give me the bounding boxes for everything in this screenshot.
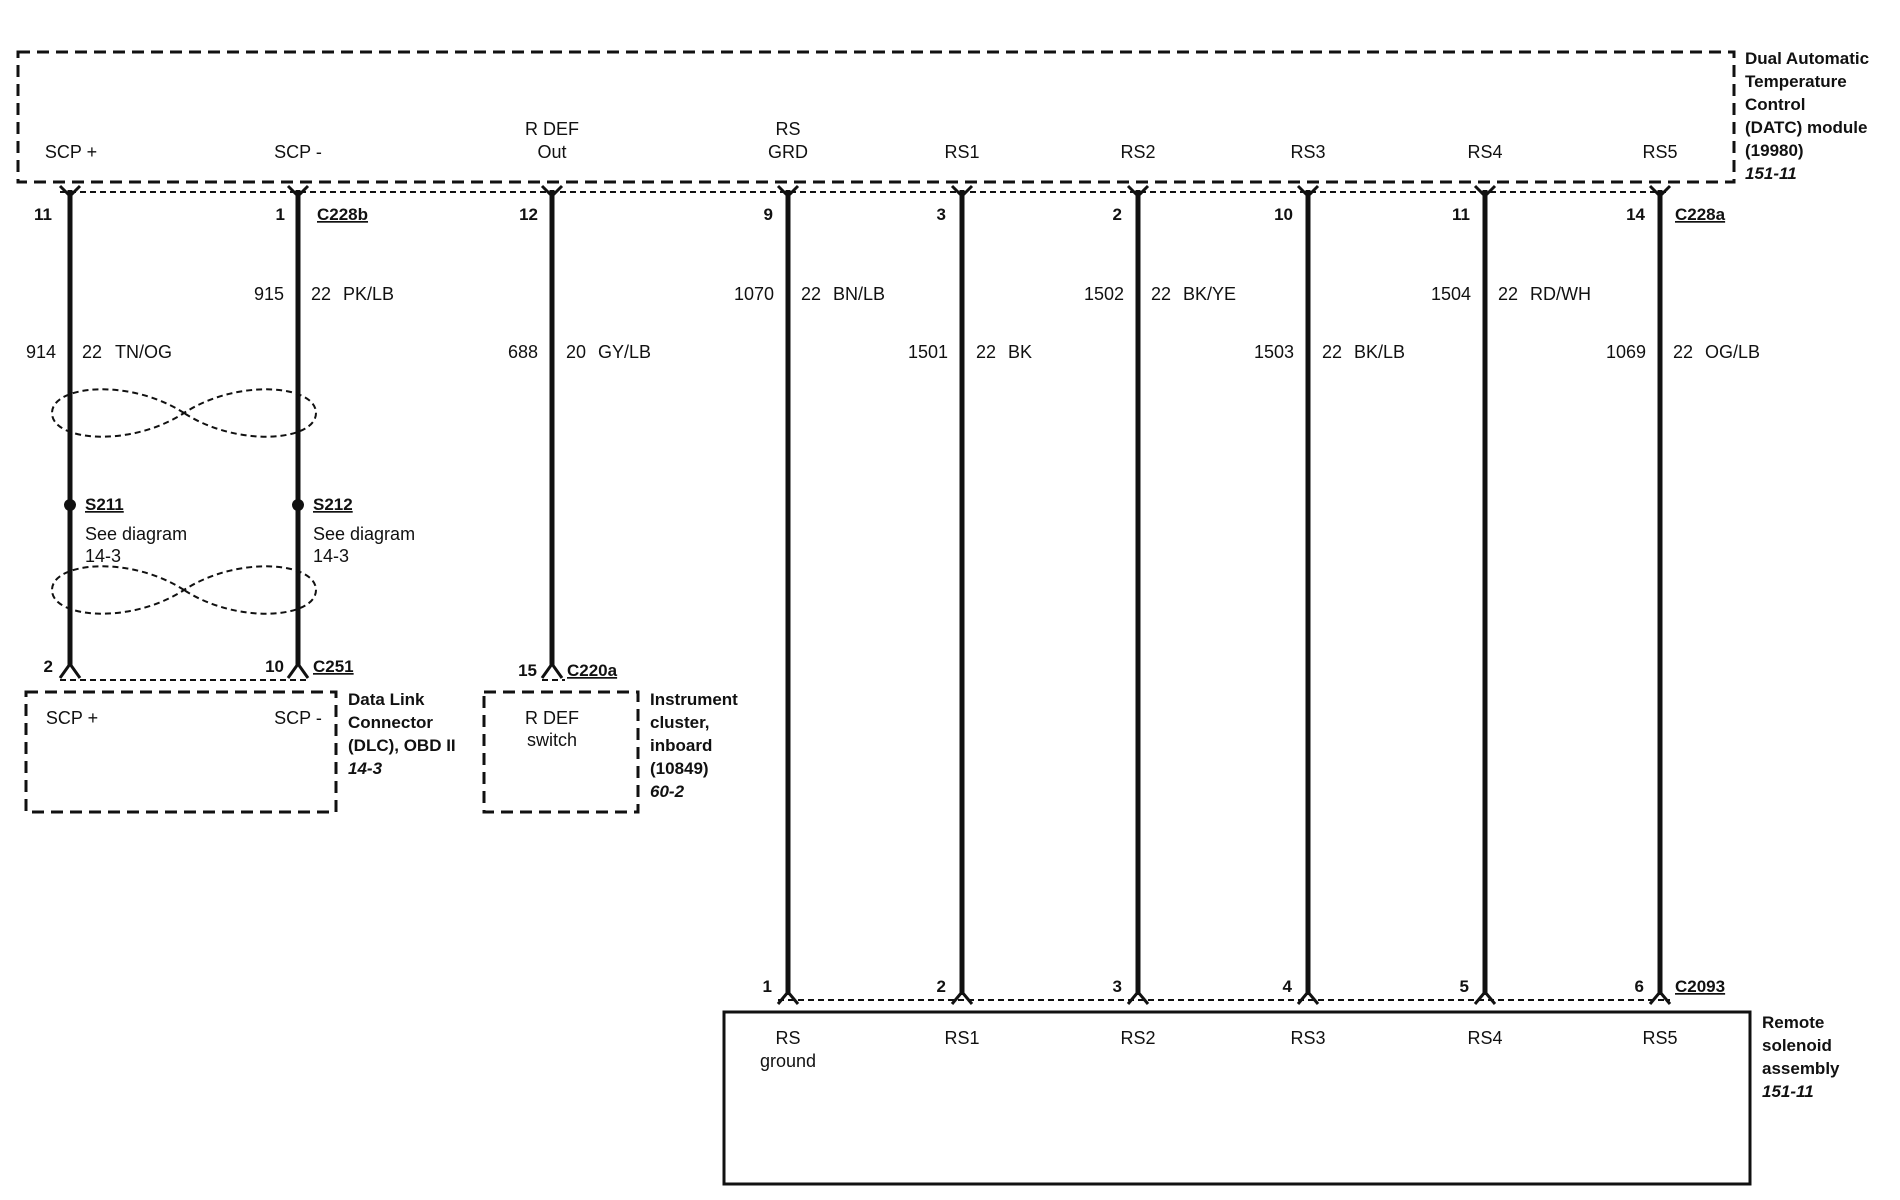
dlc-connector-id: C251 bbox=[313, 657, 354, 676]
cluster-title-0: Instrument bbox=[650, 690, 738, 709]
bottom-pin-0: 2 bbox=[43, 657, 53, 676]
bottom-pin-2: 15 bbox=[518, 661, 537, 680]
bottom-pin-6: 4 bbox=[1282, 977, 1292, 996]
color-7: RD/WH bbox=[1530, 284, 1591, 304]
solenoid-box bbox=[724, 1012, 1750, 1184]
top-pin-3: 9 bbox=[763, 205, 773, 224]
bottom-pin-8: 6 bbox=[1634, 977, 1644, 996]
solenoid-pin-5: RS5 bbox=[1642, 1028, 1678, 1048]
splice-s212-page: 14-3 bbox=[313, 546, 350, 566]
datc-pin-3a: RS bbox=[775, 119, 801, 139]
solenoid-pin-1: RS1 bbox=[944, 1028, 980, 1048]
dlc-title-0: Data Link bbox=[348, 690, 425, 709]
solenoid-pin-0a: RS bbox=[775, 1028, 801, 1048]
top-pin-6: 10 bbox=[1274, 205, 1293, 224]
datc-title-2: Control bbox=[1745, 95, 1806, 114]
datc-connector-b: C228b bbox=[317, 205, 369, 224]
top-pin-1: 1 bbox=[275, 205, 285, 224]
top-pin-2: 12 bbox=[519, 205, 538, 224]
datc-title-1: Temperature bbox=[1745, 72, 1847, 91]
solenoid-title-0: Remote bbox=[1762, 1013, 1825, 1032]
solenoid-pin-2: RS2 bbox=[1120, 1028, 1156, 1048]
datc-pin-4: RS1 bbox=[944, 142, 980, 162]
cluster-ref: 60-2 bbox=[650, 782, 685, 801]
top-pin-7: 11 bbox=[1452, 205, 1470, 224]
datc-pin-3b: GRD bbox=[768, 142, 808, 162]
solenoid-ref: 151-11 bbox=[1762, 1082, 1814, 1101]
color-6: BK/LB bbox=[1354, 342, 1406, 362]
solenoid-title-2: assembly bbox=[1762, 1059, 1840, 1078]
circuit-1: 915 bbox=[253, 284, 284, 304]
gauge-8: 22 bbox=[1673, 342, 1694, 362]
splice-s211-page: 14-3 bbox=[85, 546, 122, 566]
datc-pin-5: RS2 bbox=[1120, 142, 1156, 162]
datc-title-3: (DATC) module bbox=[1745, 118, 1868, 137]
datc-pin-2b: Out bbox=[537, 142, 567, 162]
color-4: BK bbox=[1008, 342, 1033, 362]
circuit-2: 688 bbox=[507, 342, 538, 362]
twisted-pair-icon bbox=[52, 389, 316, 436]
datc-pin-1: SCP - bbox=[274, 142, 322, 162]
top-pin-8: 14 bbox=[1626, 205, 1645, 224]
circuit-4: 1501 bbox=[907, 342, 948, 362]
solenoid-connector-id: C2093 bbox=[1675, 977, 1726, 996]
solenoid-pin-0b: ground bbox=[759, 1051, 817, 1071]
circuit-8: 1069 bbox=[1605, 342, 1646, 362]
circuit-6: 1503 bbox=[1253, 342, 1294, 362]
gauge-2: 20 bbox=[566, 342, 587, 362]
gauge-3: 22 bbox=[801, 284, 822, 304]
cluster-title-3: (10849) bbox=[650, 759, 709, 778]
bottom-pin-5: 3 bbox=[1112, 977, 1122, 996]
datc-pin-6: RS3 bbox=[1290, 142, 1326, 162]
bottom-pin-1: 10 bbox=[265, 657, 284, 676]
datc-pin-8: RS5 bbox=[1642, 142, 1678, 162]
gauge-6: 22 bbox=[1322, 342, 1343, 362]
solenoid-title-1: solenoid bbox=[1762, 1036, 1832, 1055]
cluster-pin-line-0: R DEF bbox=[525, 708, 579, 728]
color-3: BN/LB bbox=[833, 284, 886, 304]
color-5: BK/YE bbox=[1183, 284, 1237, 304]
dlc-title-1: Connector bbox=[348, 713, 433, 732]
gauge-4: 22 bbox=[976, 342, 997, 362]
splice-s212-id: S212 bbox=[313, 495, 353, 514]
datc-pin-7: RS4 bbox=[1467, 142, 1503, 162]
circuit-7: 1504 bbox=[1430, 284, 1471, 304]
dlc-ref: 14-3 bbox=[348, 759, 383, 778]
datc-pin-2a: R DEF bbox=[525, 119, 579, 139]
top-pin-0: 11 bbox=[34, 205, 52, 224]
color-0: TN/OG bbox=[115, 342, 172, 362]
gauge-5: 22 bbox=[1151, 284, 1172, 304]
cluster-connector-id: C220a bbox=[567, 661, 618, 680]
splice-dot-icon bbox=[64, 499, 76, 511]
splice-s211-id: S211 bbox=[85, 495, 124, 514]
color-1: PK/LB bbox=[343, 284, 395, 304]
circuit-0: 914 bbox=[25, 342, 56, 362]
dlc-pin-0: SCP + bbox=[45, 708, 99, 728]
datc-title-4: (19980) bbox=[1745, 141, 1804, 160]
dlc-title-2: (DLC), OBD II bbox=[348, 736, 456, 755]
bottom-pin-4: 2 bbox=[936, 977, 946, 996]
cluster-title-1: cluster, bbox=[650, 713, 710, 732]
splice-s212-text: See diagram bbox=[313, 524, 416, 544]
datc-pin-0: SCP + bbox=[44, 142, 98, 162]
splice-s211-text: See diagram bbox=[85, 524, 188, 544]
gauge-0: 22 bbox=[82, 342, 103, 362]
top-pin-4: 3 bbox=[936, 205, 946, 224]
splice-dot-icon bbox=[292, 499, 304, 511]
datc-ref: 151-11 bbox=[1745, 164, 1797, 183]
connector-arrow-icon bbox=[778, 992, 1670, 1004]
connector-arrow-icon bbox=[60, 664, 562, 678]
solenoid-pin-3: RS3 bbox=[1290, 1028, 1326, 1048]
solenoid-pin-4: RS4 bbox=[1467, 1028, 1503, 1048]
bottom-pin-7: 5 bbox=[1459, 977, 1469, 996]
circuit-3: 1070 bbox=[733, 284, 774, 304]
circuit-5: 1502 bbox=[1083, 284, 1124, 304]
gauge-1: 22 bbox=[311, 284, 332, 304]
cluster-title-2: inboard bbox=[650, 736, 713, 755]
twisted-pair-icon bbox=[52, 566, 316, 613]
color-2: GY/LB bbox=[598, 342, 652, 362]
cluster-pin-line-1: switch bbox=[526, 730, 578, 750]
datc-module-box bbox=[18, 52, 1734, 182]
datc-connector-a: C228a bbox=[1675, 205, 1726, 224]
dlc-pin-1: SCP - bbox=[274, 708, 322, 728]
color-8: OG/LB bbox=[1705, 342, 1761, 362]
datc-title-0: Dual Automatic bbox=[1745, 49, 1870, 68]
gauge-7: 22 bbox=[1498, 284, 1519, 304]
top-pin-5: 2 bbox=[1112, 205, 1122, 224]
bottom-pin-3: 1 bbox=[762, 977, 772, 996]
